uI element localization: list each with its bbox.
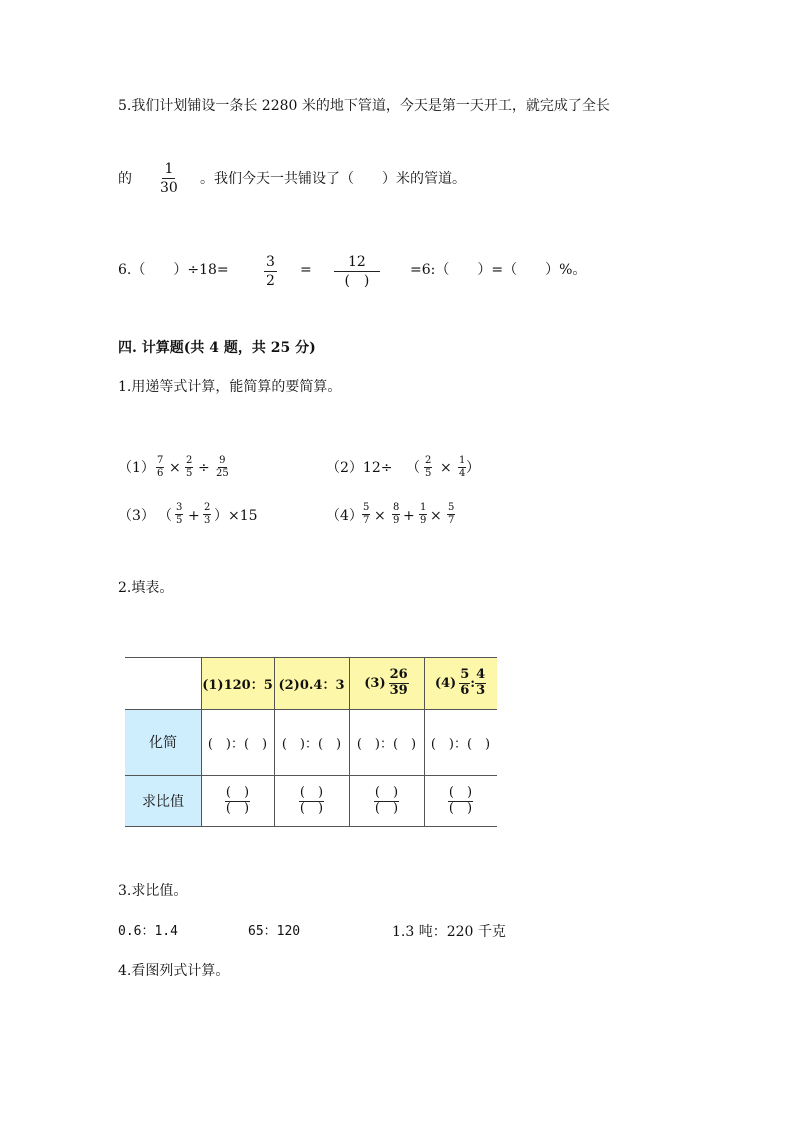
q6-frac1-den: 2 [266,273,275,289]
q6-equals: = [300,262,312,278]
item4-frac-b: $\frac{8}{9}$ [393,502,400,526]
item3-close: ）×15 [214,508,258,524]
table-cell-simplify-2: ( )：( ) [281,736,342,752]
item1-label: （1） [118,460,155,476]
q3-item-3: 1.3 吨：220 千克 [392,924,506,940]
q3-item-2: 65：120 [248,924,301,939]
q6-frac2-den: ( ) [344,273,370,289]
q4-title: 4.看图列式计算。 [118,963,230,979]
item2-op: × [440,460,452,476]
q6-frac2 [334,255,380,288]
q6-frac1-num: 3 [266,254,275,270]
item4-frac-c: $\frac{1}{9}$ [420,502,427,526]
table-cell-value-1: ( ) ( ) [225,785,250,816]
table-cell-simplify-4: ( )：( ) [430,736,491,752]
q6-frac1 [264,255,277,288]
table-row-label-ratio-value: 求比值 [125,775,201,827]
table-divider [274,657,275,827]
table-cell-value-4: ( ) ( ) [448,785,473,816]
q6-frac2-num: 12 [334,255,380,272]
item1-frac-b: $\frac{2}{5}$ [186,455,193,479]
q3-title: 3.求比值。 [118,883,188,899]
table-header-3: (3) 26 39 [349,657,424,709]
table-cell-simplify-3: ( )：( ) [356,736,417,752]
q5-frac-den: 30 [160,180,178,196]
table-cell-value-3: ( ) ( ) [374,785,399,816]
item4-label: （4） [326,508,363,524]
item1-frac-a: $\frac{7}{6}$ [157,455,164,479]
item3-open: （ [158,508,172,524]
q5-post: 。我们今天一共铺设了（ ）米的管道。 [200,171,466,187]
table-row-label-simplify: 化简 [125,709,201,775]
item2-label: （2）12÷ [326,460,393,476]
table-cell-simplify-1: ( )：( ) [207,736,268,752]
item4-frac-a: $\frac{5}{7}$ [363,502,370,526]
table-rule [125,657,497,658]
table-rule [125,709,497,710]
ratio-table [125,657,497,827]
item3-frac-a: $\frac{3}{5}$ [176,502,183,526]
table-rule [125,826,497,827]
item3-frac-b: $\frac{2}{3}$ [204,502,211,526]
q5-fraction [160,162,178,195]
table-header-1: (1)120：5 [201,657,274,709]
item1-frac-c: $\frac{9}{25}$ [216,455,229,479]
table-divider [201,657,202,827]
item4-op2: + [403,508,415,524]
q5-pre: 的 [118,171,132,187]
table-divider [349,657,350,827]
item4-frac-d: $\frac{5}{7}$ [448,502,455,526]
item3-op: + [188,508,200,524]
q2-title: 2.填表。 [118,580,174,596]
q5-frac-num: 1 [164,161,174,177]
q6-part2: =6:（ ）=（ ）%。 [410,262,587,278]
q5-line1: 5.我们计划铺设一条长 2280 米的地下管道，今天是第一天开工，就完成了全长 [118,98,610,114]
item4-op1: × [374,508,386,524]
table-cell-value-2: ( ) ( ) [299,785,324,816]
table-divider [424,657,425,827]
item2-frac-b: $\frac{1}{4}$ [459,455,466,479]
item2-open: （ [406,460,420,476]
table-header-4: (4) 5 6 : 4 3 [424,657,497,709]
item1-op2: ÷ [198,460,210,476]
item2-close: ） [466,460,480,476]
table-rule [125,775,497,776]
q3-item-1: 0.6：1.4 [118,924,178,939]
item2-frac-a: $\frac{2}{5}$ [425,455,432,479]
item3-label: （3） [118,508,155,524]
q6-part1: 6.（ ）÷18= [118,262,229,278]
item1-op1: × [169,460,181,476]
q1-title: 1.用递等式计算，能简算的要简算。 [118,379,342,395]
item4-op3: × [430,508,442,524]
table-header-2: (2)0.4：3 [274,657,349,709]
section-title: 四. 计算题(共 4 题，共 25 分) [118,340,316,356]
